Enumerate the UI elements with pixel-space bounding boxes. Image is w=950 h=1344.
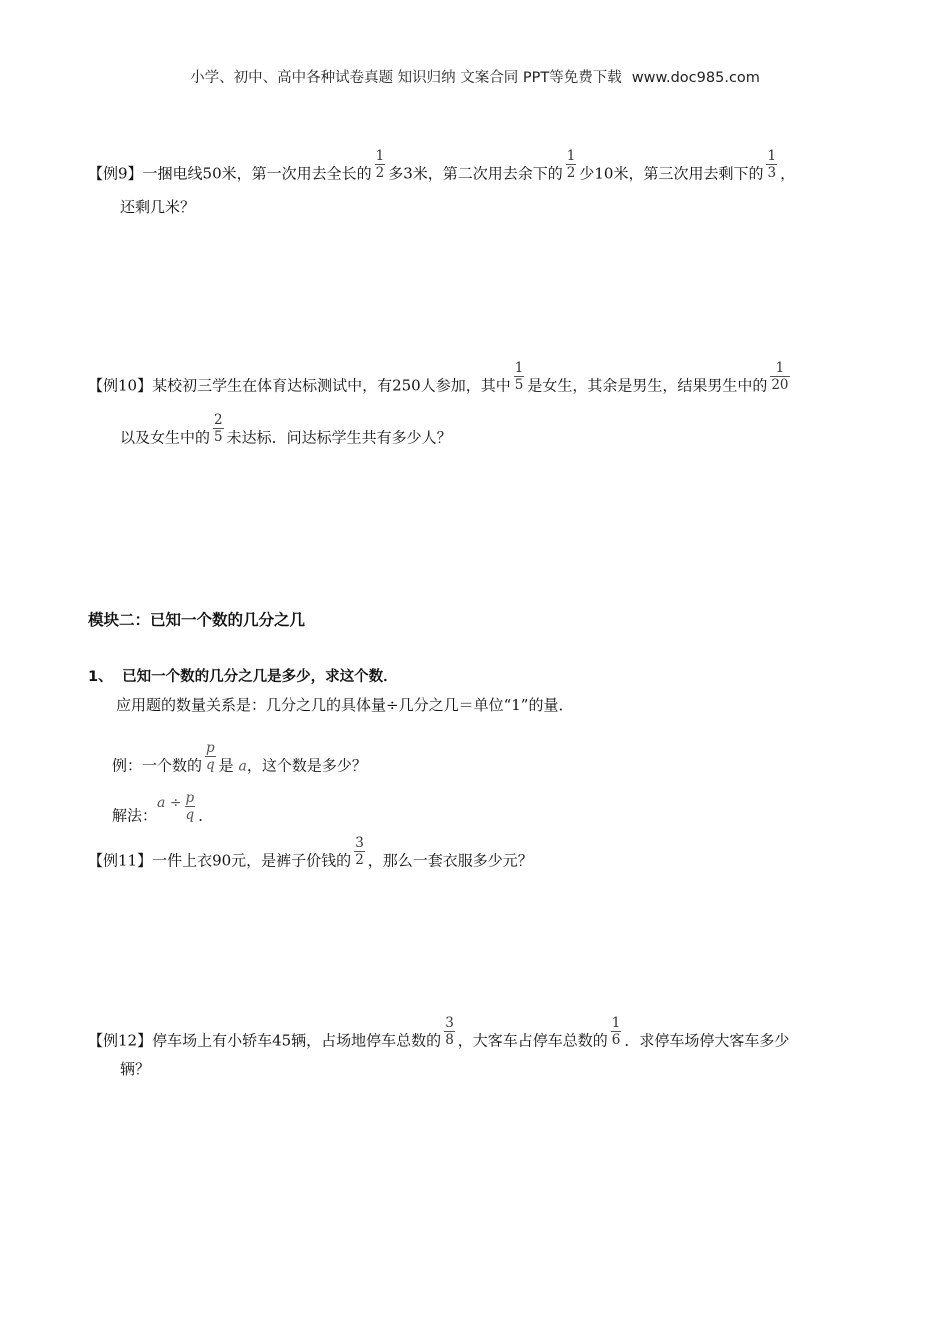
module-2-subtitle	[88, 663, 398, 690]
example-12-fraction-2: $\frac{1}{6}$	[611, 1015, 621, 1048]
example-text-2: 是	[218, 756, 234, 775]
subtitle-text: 已知一个数的几分之几是多少，求这个数．	[122, 669, 398, 685]
example-10-fraction-3: $\frac{2}{5}$	[214, 412, 223, 445]
example-10-text-1: 某校初三学生在体育达标测试中，有250人参加，其中	[152, 376, 511, 395]
module-2-solution	[112, 790, 214, 833]
page-header	[0, 66, 950, 87]
example-10-text-4: 未达标．问达标学生共有多少人？	[226, 428, 452, 447]
example-9-text-1: 一捆电线50米，第一次用去全长的	[142, 164, 372, 183]
example-12-text-1: 停车场上有小轿车45辆，占场地停车总数的	[152, 1031, 442, 1050]
example-12-text-2: ，大客车占停车总数的	[457, 1031, 608, 1050]
example-variable: a	[238, 758, 247, 775]
example-11-text-2: ，那么一套衣服多少元？	[367, 851, 533, 870]
solution-variable: a ÷	[157, 794, 182, 811]
solution-fraction: $\frac{p}{q}$	[185, 790, 195, 823]
header-text: 小学、初中、高中各种试卷真题 知识归纳 文案合同 PPT等免费下载	[190, 70, 622, 86]
example-text-3: ，这个数是多少？	[246, 756, 367, 775]
solution-end: ．	[198, 806, 214, 825]
solution-label: 解法：	[112, 806, 158, 825]
example-12-label: 【例12】	[88, 1031, 153, 1050]
example-11-fraction-1: $\frac{3}{2}$	[355, 835, 364, 868]
example-11-label: 【例11】	[88, 851, 153, 870]
example-9-text-2: 多3米，第二次用去余下的	[388, 164, 563, 183]
example-9-fraction-3: $\frac{1}{3}$	[767, 148, 777, 181]
example-10-line-2	[120, 412, 452, 455]
module-2-relation: 应用题的数量关系是：几分之几的具体量÷几分之几＝单位“1”的量．	[116, 696, 574, 714]
example-12-line-2: 辆？	[120, 1060, 151, 1078]
example-11-line-1	[88, 835, 533, 878]
example-9-line-1	[88, 148, 796, 191]
example-10-text-3: 以及女生中的	[120, 428, 211, 447]
module-2-example	[112, 740, 367, 783]
example-11-text-1: 一件上衣90元，是裤子价钱的	[152, 851, 352, 870]
example-text-1: 例：一个数的	[112, 756, 203, 775]
header-url[interactable]: www.doc985.com	[631, 70, 760, 86]
example-12-line-1	[88, 1015, 790, 1058]
example-10-line-1	[88, 360, 793, 403]
example-12-text-3: ．求停车场停大客车多少	[624, 1031, 790, 1050]
example-9-text-4: ，	[780, 164, 796, 183]
example-10-label: 【例10】	[88, 376, 153, 395]
example-9-line-2: 还剩几米？	[120, 198, 196, 216]
example-fraction: $\frac{p}{q}$	[206, 740, 215, 773]
module-2-title: 模块二：已知一个数的几分之几	[88, 611, 306, 629]
example-10-fraction-1: $\frac{1}{5}$	[514, 360, 524, 393]
example-10-fraction-2: $\frac{1}{20}$	[771, 360, 789, 393]
example-9-label: 【例9】	[88, 164, 143, 183]
example-12-fraction-1: $\frac{3}{8}$	[445, 1015, 454, 1048]
subtitle-number: 1、	[88, 669, 113, 685]
example-9-fraction-1: $\frac{1}{2}$	[375, 148, 385, 181]
example-9-text-3: 少10米，第三次用去剩下的	[579, 164, 764, 183]
example-9-fraction-2: $\frac{1}{2}$	[566, 148, 576, 181]
example-10-text-2: 是女生，其余是男生，结果男生中的	[527, 376, 768, 395]
